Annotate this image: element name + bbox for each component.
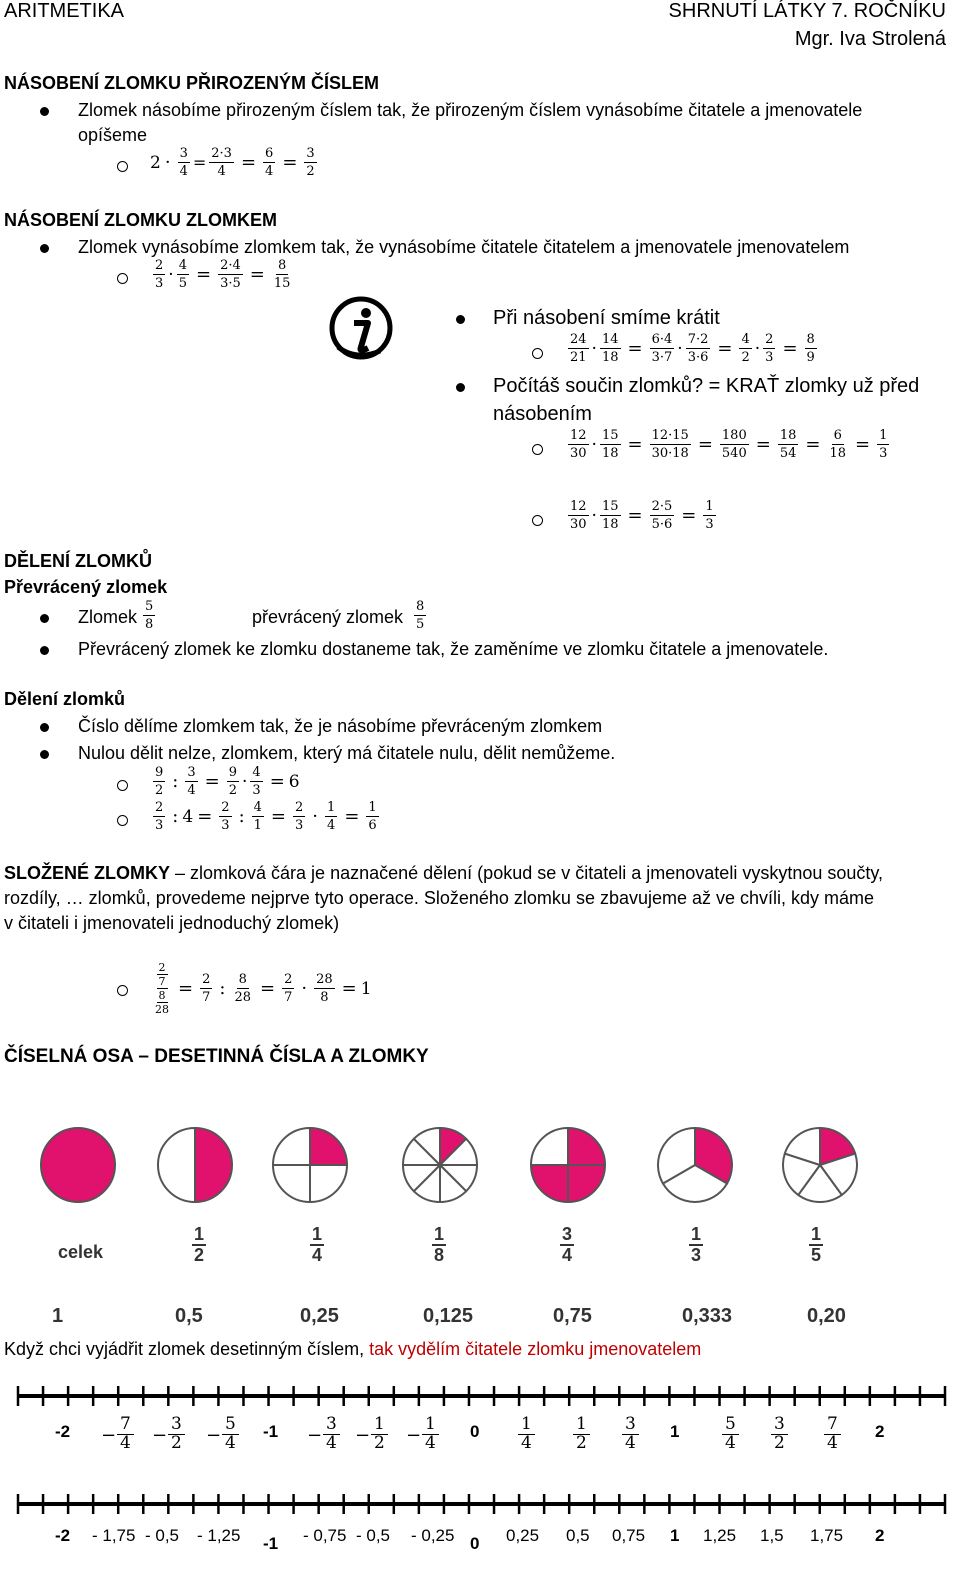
pie-slice bbox=[310, 1165, 347, 1202]
axis-decimal-label: 0 bbox=[470, 1534, 480, 1553]
circle-bullet bbox=[117, 985, 128, 996]
axis-fraction-label bbox=[168, 1416, 185, 1453]
circle-bullet bbox=[117, 273, 128, 284]
pie-slice-filled bbox=[41, 1128, 115, 1202]
axis-decimal-label: 0,25 bbox=[506, 1526, 540, 1545]
pie-label-whole: celek bbox=[58, 1242, 104, 1262]
info-icon bbox=[328, 295, 394, 368]
denominator: 4 bbox=[120, 1432, 131, 1453]
axis-decimal-label: - 0,5 bbox=[145, 1526, 180, 1545]
text-line: Nulou dělit nelze, zlomkem, který má čitatele nulu, dělit nemůžeme. bbox=[78, 743, 616, 763]
subtitle-reciprocal: Převrácený zlomek bbox=[4, 577, 168, 597]
header-left: ARITMETIKA bbox=[4, 0, 125, 22]
text-span-red: tak vydělím čitatele zlomku jmenovatelem bbox=[369, 1339, 702, 1359]
math-expression: 24 21 · $\frac{14}{18}$ = $\frac{6\cdot 4}{3\cdot 7}$ · $\frac{7\cdot 2}{3\cdot 6}$ = $\frac{4}{2}$ · $\frac{2}{3}$ = $\frac{8}{9}$ bbox=[570, 332, 815, 365]
pie-fraction bbox=[809, 1225, 823, 1265]
axis-integer-label: 1 bbox=[670, 1422, 680, 1441]
denominator: 4 bbox=[827, 1432, 838, 1453]
axis-decimal-label: 2 bbox=[875, 1526, 885, 1545]
denominator: 4 bbox=[521, 1432, 532, 1453]
axis-fraction-label bbox=[518, 1416, 535, 1453]
numerator: 1 bbox=[422, 1416, 439, 1435]
math-expression: 12 30 · $\frac{15}{18}$ = $\frac{12\cdot 15}{30\cdot 18}$ = $\frac{180}{540}$ = $\frac{18}{54}$ = $\frac{6}{18}$ = $\frac{1}{3}$ bbox=[570, 428, 888, 461]
numerator: 1 bbox=[811, 1224, 822, 1244]
pie-slice-filled bbox=[568, 1165, 605, 1202]
axis-decimal-label: 0,75 bbox=[612, 1526, 646, 1545]
denominator: 5 bbox=[811, 1244, 822, 1265]
pie-decimal: 0,333 bbox=[682, 1305, 733, 1327]
axis-decimal-label: 0,5 bbox=[566, 1526, 590, 1545]
axis-decimal-labels bbox=[0, 1520, 960, 1560]
numerator: 7 bbox=[824, 1416, 841, 1435]
pie-decimal: 0,125 bbox=[423, 1305, 474, 1327]
text-span: – zlomková čára je naznačené dělení (pokud se v čitateli a jmenovateli vyskytnou součty, bbox=[170, 863, 884, 883]
axis-minus-sign: − bbox=[406, 1425, 422, 1446]
number-line-decimals bbox=[0, 1488, 960, 1518]
axis-integer-label: 2 bbox=[875, 1422, 885, 1441]
denominator: 2 bbox=[576, 1432, 587, 1453]
text-line: Zlomek bbox=[78, 607, 138, 627]
circle-bullet bbox=[117, 815, 128, 826]
pie-row bbox=[0, 1120, 960, 1205]
axis-decimal-label: -1 bbox=[263, 1534, 279, 1553]
pie-decimal: 0,25 bbox=[300, 1305, 339, 1327]
text-line: násobením bbox=[493, 403, 592, 425]
axis-decimal-label: - 0,75 bbox=[303, 1526, 347, 1545]
section-title-multiply-fraction: NÁSOBENÍ ZLOMKU ZLOMKEM bbox=[4, 210, 277, 230]
bullet bbox=[40, 244, 49, 253]
axis-minus-sign: − bbox=[355, 1425, 371, 1446]
pie-decimal: 1 bbox=[52, 1305, 64, 1327]
subtitle-division-fractions: Dělení zlomků bbox=[4, 689, 126, 709]
math-expression: 8 5 bbox=[416, 599, 425, 632]
pie-slice bbox=[531, 1128, 568, 1165]
axis-decimal-label: 1 bbox=[670, 1526, 680, 1545]
pie-2 bbox=[273, 1128, 347, 1202]
text-line: rozdíly, … zlomků, provedeme nejprve tyto operace. Složeného zlomku se zbavujeme až ve chvíli, kdy máme bbox=[4, 888, 875, 908]
axis-fraction-label bbox=[622, 1416, 639, 1453]
numerator: 1 bbox=[312, 1224, 323, 1244]
axis-integer-label: -1 bbox=[263, 1422, 279, 1441]
header-author: Mgr. Iva Strolená bbox=[794, 28, 946, 50]
denominator: 2 bbox=[194, 1244, 205, 1265]
text-line: Číslo dělíme zlomkem tak, že je násobíme převráceným zlomkem bbox=[78, 716, 603, 736]
pie-charts bbox=[0, 1120, 960, 1210]
pie-slice-filled bbox=[195, 1128, 232, 1202]
axis-decimal-label: 1,25 bbox=[703, 1526, 737, 1545]
pie-3 bbox=[403, 1128, 477, 1202]
axis-decimal-label: - 0,25 bbox=[411, 1526, 455, 1545]
pie-5 bbox=[658, 1128, 732, 1202]
text-line: Převrácený zlomek ke zlomku dostaneme tak, že zaměníme ve zlomku čitatele a jmenovatele. bbox=[78, 639, 829, 659]
text-line: převrácený zlomek bbox=[252, 607, 404, 627]
text-line bbox=[4, 1339, 701, 1360]
pie-fraction bbox=[310, 1225, 324, 1265]
circle-bullet bbox=[117, 780, 128, 791]
math-expression: 2 7 8 28 = $\frac{2}{7}$ : $\frac{8}{28}$ = $\frac{2}{7}$ · $\frac{28}{8}$ = 1 bbox=[155, 961, 372, 1016]
numerator: 3 bbox=[771, 1416, 788, 1435]
bullet bbox=[40, 614, 49, 623]
axis-fraction-labels bbox=[0, 1410, 960, 1470]
math-expression: 2 · $\frac{3}{4}$ = $\frac{2\cdot 3}{4}$ = $\frac{6}{4}$ = $\frac{3}{2}$ bbox=[150, 146, 315, 179]
section-title-number-line: ČÍSELNÁ OSA – DESETINNÁ ČÍSLA A ZLOMKY bbox=[4, 1046, 429, 1067]
circle-bullet bbox=[117, 161, 128, 172]
numerator: 3 bbox=[622, 1416, 639, 1435]
axis-line bbox=[0, 1380, 960, 1410]
bullet bbox=[456, 383, 465, 392]
denominator: 2 bbox=[171, 1432, 182, 1453]
pie-fractions bbox=[0, 1225, 960, 1275]
axis-fraction-label bbox=[117, 1416, 134, 1453]
axis-minus-sign: − bbox=[206, 1425, 222, 1446]
math-expression: 5 8 bbox=[145, 599, 154, 632]
text-line: opíšeme bbox=[78, 125, 148, 145]
axis-integer-label: -2 bbox=[55, 1422, 71, 1441]
denominator: 4 bbox=[425, 1432, 436, 1453]
bullet bbox=[456, 315, 465, 324]
pie-slice bbox=[273, 1128, 310, 1165]
text-span: Když chci vyjádřit zlomek desetinným číslem, bbox=[4, 1339, 370, 1359]
bullet bbox=[40, 646, 49, 655]
numerator: 5 bbox=[222, 1416, 239, 1435]
axis-fraction-label bbox=[573, 1416, 590, 1453]
numerator: 3 bbox=[168, 1416, 185, 1435]
pie-6 bbox=[783, 1128, 857, 1202]
pie-slice-filled bbox=[310, 1128, 347, 1165]
axis-fraction-label bbox=[824, 1416, 841, 1453]
pie-slice bbox=[158, 1128, 195, 1202]
section-title-division: DĚLENÍ ZLOMKŮ bbox=[4, 551, 152, 571]
axis-fraction-label bbox=[371, 1416, 388, 1453]
axis-minus-sign: − bbox=[152, 1425, 168, 1446]
pie-fraction bbox=[560, 1225, 574, 1265]
pie-slice-filled bbox=[568, 1128, 605, 1165]
axis-fraction-label bbox=[323, 1416, 340, 1453]
pie-decimal: 0,5 bbox=[175, 1305, 203, 1327]
numerator: 1 bbox=[691, 1224, 702, 1244]
math-expression: 12 30 · $\frac{15}{18}$ = $\frac{2\cdot 5}{5\cdot 6}$ = $\frac{1}{3}$ bbox=[570, 499, 714, 532]
numerator: 1 bbox=[573, 1416, 590, 1435]
denominator: 4 bbox=[625, 1432, 636, 1453]
pie-decimals bbox=[0, 1305, 960, 1335]
circle-bullet bbox=[532, 348, 543, 359]
axis-fraction-label bbox=[422, 1416, 439, 1453]
bullet bbox=[40, 723, 49, 732]
pie-4 bbox=[531, 1128, 605, 1202]
text-line: Zlomek vynásobíme zlomkem tak, že vynásobíme čitatele čitatelem a jmenovatele jmenovatelem bbox=[78, 237, 850, 257]
pie-fraction bbox=[689, 1225, 703, 1265]
section-title-compound: SLOŽENÉ ZLOMKY bbox=[4, 863, 170, 883]
pie-decimal: 0,75 bbox=[553, 1305, 592, 1327]
axis-decimal-label: - 1,75 bbox=[92, 1526, 136, 1545]
denominator: 2 bbox=[774, 1432, 785, 1453]
section-title-multiply-natural: NÁSOBENÍ ZLOMKU PŘIROZENÝM ČÍSLEM bbox=[4, 73, 380, 93]
axis-fraction-label bbox=[771, 1416, 788, 1453]
pie-slice bbox=[273, 1165, 310, 1202]
denominator: 4 bbox=[312, 1244, 323, 1265]
pie-decimal: 0,20 bbox=[807, 1305, 846, 1327]
pie-fraction bbox=[432, 1225, 446, 1265]
text-line bbox=[4, 863, 883, 884]
denominator: 4 bbox=[725, 1432, 736, 1453]
header-right: SHRNUTÍ LÁTKY 7. ROČNÍKU bbox=[668, 0, 946, 22]
numerator: 1 bbox=[518, 1416, 535, 1435]
bullet bbox=[40, 750, 49, 759]
number-line-fractions bbox=[0, 1380, 960, 1410]
numerator: 5 bbox=[722, 1416, 739, 1435]
pie-fraction bbox=[192, 1225, 206, 1265]
axis-integer-label: 0 bbox=[470, 1422, 480, 1441]
axis-decimal-label: 1,75 bbox=[810, 1526, 844, 1545]
numerator: 3 bbox=[562, 1224, 573, 1244]
math-expression: 2 3 : 4 = $\frac{2}{3}$ : $\frac{4}{1}$ = $\frac{2}{3}$ · $\frac{1}{4}$ = $\frac{1}{6}$ bbox=[155, 800, 377, 833]
axis-fraction-label bbox=[722, 1416, 739, 1453]
text-line: v čitateli i jmenovateli jednoduchý zlomek) bbox=[4, 913, 340, 933]
axis-minus-sign: − bbox=[307, 1425, 323, 1446]
bullet bbox=[40, 107, 49, 116]
axis-decimal-label: -2 bbox=[55, 1526, 71, 1545]
circle-bullet bbox=[532, 444, 543, 455]
math-expression: 9 2 : $\frac{3}{4}$ = $\frac{9}{2}$ · $\frac{4}{3}$ = 6 bbox=[155, 765, 300, 798]
denominator: 2 bbox=[374, 1432, 385, 1453]
denominator: 8 bbox=[434, 1244, 445, 1265]
pie-1 bbox=[158, 1128, 232, 1202]
pie-0 bbox=[41, 1128, 115, 1202]
circle-bullet bbox=[532, 515, 543, 526]
axis-line bbox=[0, 1488, 960, 1518]
text-line: Počítáš součin zlomků? = KRAŤ zlomky už před bbox=[493, 375, 920, 397]
text-line: Zlomek násobíme přirozeným číslem tak, že přirozeným číslem vynásobíme čitatele a jmenovatele bbox=[78, 100, 863, 120]
pie-slice-filled bbox=[531, 1165, 568, 1202]
numerator: 1 bbox=[194, 1224, 205, 1244]
numerator: 3 bbox=[323, 1416, 340, 1435]
numerator: 1 bbox=[434, 1224, 445, 1244]
math-expression: 2 3 · $\frac{4}{5}$ = $\frac{2\cdot 4}{3\cdot 5}$ = $\frac{8}{15}$ bbox=[155, 258, 291, 291]
axis-decimal-label: - 1,25 bbox=[197, 1526, 241, 1545]
denominator: 4 bbox=[225, 1432, 236, 1453]
text-line: Při násobení smíme krátit bbox=[493, 307, 720, 329]
axis-decimal-label: - 0,5 bbox=[356, 1526, 391, 1545]
axis-minus-sign: − bbox=[101, 1425, 117, 1446]
numerator: 1 bbox=[371, 1416, 388, 1435]
numerator: 7 bbox=[117, 1416, 134, 1435]
denominator: 4 bbox=[326, 1432, 337, 1453]
axis-decimal-label: 1,5 bbox=[760, 1526, 784, 1545]
denominator: 4 bbox=[562, 1244, 573, 1265]
denominator: 3 bbox=[691, 1244, 702, 1265]
axis-fraction-label bbox=[222, 1416, 239, 1453]
